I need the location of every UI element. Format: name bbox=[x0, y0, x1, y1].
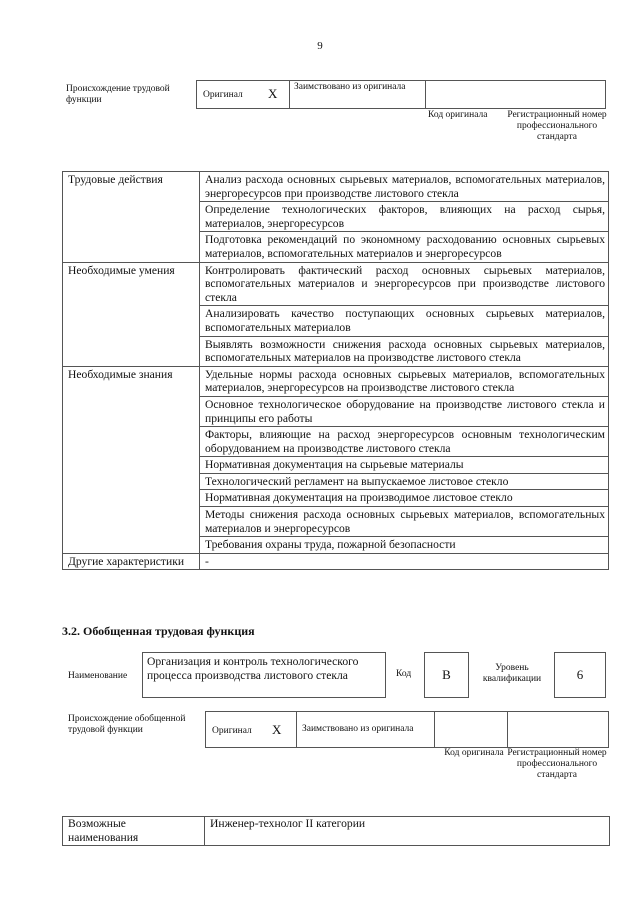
knowledge-item: Удельные нормы расхода основных сырьевых материалов, вспомогательных материалов, энергоресурсов на производстве листового стекла bbox=[200, 366, 609, 396]
knowledge-item: Требования охраны труда, пожарной безопасности bbox=[200, 537, 609, 554]
table-row bbox=[63, 262, 609, 306]
skill-item: Выявлять возможности снижения расхода основных сырьевых материалов, вспомогательных материалов на производстве листового стекла bbox=[200, 336, 609, 366]
code-value: B bbox=[424, 652, 469, 698]
borrowed-label: Заимствовано из оригинала bbox=[294, 82, 406, 92]
name-box bbox=[142, 652, 386, 698]
code-original-label: Код оригинала bbox=[428, 110, 488, 120]
knowledge-item: Основное технологическое оборудование на производстве листового стекла и принципы его работы bbox=[200, 396, 609, 426]
skills-label: Необходимые умения bbox=[63, 262, 200, 366]
other-label: Другие характеристики bbox=[63, 553, 200, 570]
code-label: Код bbox=[396, 669, 412, 679]
level-label: Уровень квалификации bbox=[482, 663, 542, 684]
knowledge-item: Нормативная документация на сырьевые материалы bbox=[200, 457, 609, 474]
original-label: Оригинал bbox=[203, 90, 243, 100]
knowledge-label: Необходимые знания bbox=[63, 366, 200, 553]
knowledge-item: Нормативная документация на производимое листовое стекло bbox=[200, 490, 609, 507]
knowledge-item: Методы снижения расхода основных сырьевых материалов, вспомогательных материалов и энергоресурсов bbox=[200, 507, 609, 537]
table-row bbox=[63, 366, 609, 396]
skill-item: Контролировать фактический расход основных сырьевых материалов, вспомогательных материалов и энергоресурсов при производстве листового стекла bbox=[200, 262, 609, 306]
knowledge-item: Факторы, влияющие на расход энергоресурсов основным технологическим оборудованием на производстве листового стекла bbox=[200, 427, 609, 457]
names-value: Инженер-технолог II категории bbox=[210, 817, 366, 830]
section-heading: 3.2. Обобщенная трудовая функция bbox=[62, 624, 255, 638]
knowledge-item: Технологический регламент на выпускаемое листовое стекло bbox=[200, 473, 609, 490]
other-value: - bbox=[200, 553, 609, 570]
name-label: Наименование bbox=[68, 671, 128, 681]
reg-number-label-2: Регистрационный номер профессионального стандарта bbox=[507, 748, 607, 780]
actions-label: Трудовые действия bbox=[63, 172, 200, 263]
level-value: 6 bbox=[554, 652, 606, 698]
names-label: Возможные наименования bbox=[68, 817, 139, 844]
origin-label: Происхождение трудовой функции bbox=[66, 84, 170, 105]
labor-table bbox=[62, 171, 609, 570]
action-item: Подготовка рекомендаций по экономному расходованию основных сырьевых материалов, вспомогательных материалов и энергоресурсов bbox=[200, 232, 609, 262]
table-row bbox=[63, 553, 609, 570]
code-original-label-2: Код оригинала bbox=[444, 748, 504, 758]
page-number: 9 bbox=[317, 40, 323, 52]
table-row bbox=[63, 172, 609, 202]
name-value: Организация и контроль технологического процесса производства листового стекла bbox=[147, 655, 359, 682]
original-mark-2: X bbox=[272, 722, 282, 737]
skill-item: Анализировать качество поступающих основных сырьевых материалов, вспомогательных материалов bbox=[200, 306, 609, 336]
original-label-2: Оригинал bbox=[212, 726, 252, 736]
action-item: Анализ расхода основных сырьевых материалов, вспомогательных материалов, энергоресурсов при производстве листового стекла bbox=[200, 172, 609, 202]
action-item: Определение технологических факторов, влияющих на расход сырья, материалов, энергоресурсов bbox=[200, 202, 609, 232]
borrowed-label-2: Заимствовано из оригинала bbox=[302, 724, 414, 734]
reg-number-label: Регистрационный номер профессионального стандарта bbox=[507, 110, 607, 142]
original-mark: X bbox=[268, 86, 278, 101]
origin-generalized-label: Происхождение обобщенной трудовой функции bbox=[68, 714, 186, 735]
